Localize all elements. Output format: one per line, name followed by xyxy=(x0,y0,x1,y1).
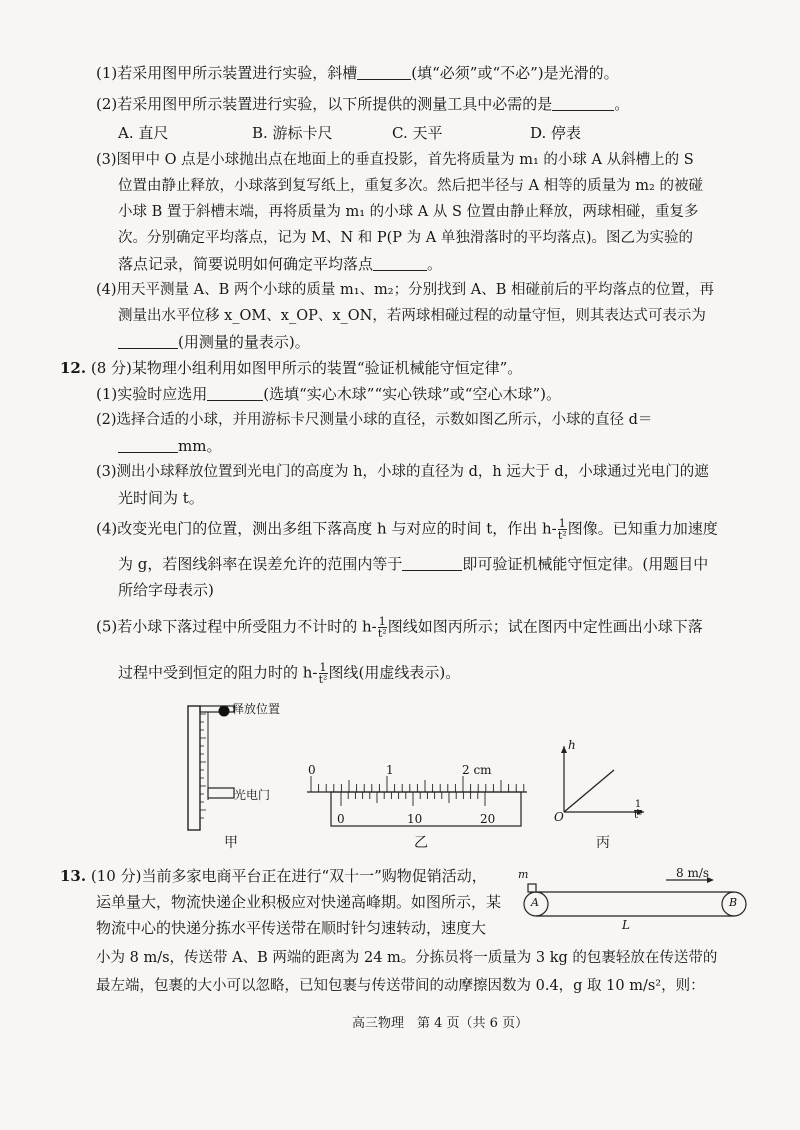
q13-line2: 运单量大，物流快递企业积极应对快递高峰期。如图所示，某 xyxy=(96,893,502,911)
q12-part5-line2-text-a: 过程中受到恒定的阻力时的 h- xyxy=(118,663,318,682)
answer-blank[interactable] xyxy=(373,254,427,271)
q12-part4-line2-text-b: 即可验证机械能守恒定律。(用题目中 xyxy=(462,555,709,573)
vernier-label-10: 10 xyxy=(407,812,423,826)
main-scale-label-0: 0 xyxy=(308,763,316,777)
q11-part1 xyxy=(96,63,619,83)
answer-blank[interactable] xyxy=(402,554,462,571)
ball xyxy=(219,706,230,717)
x-axis-label-num: 1 xyxy=(634,799,642,810)
vernier-label-0: 0 xyxy=(337,812,345,826)
q11-part2-text-b: 。 xyxy=(614,95,630,113)
q12-header-text: (8 分)某物理小组利用如图甲所示的装置“验证机械能守恒定律”。 xyxy=(90,359,523,377)
q13-line1-text: (10 分)当前多家电商平台正在进行“双十一”购物促销活动， xyxy=(90,867,487,885)
end-a-label: A xyxy=(531,896,539,909)
q11-part3-line5 xyxy=(118,254,442,274)
solid-line xyxy=(564,770,614,812)
answer-blank[interactable] xyxy=(207,384,263,401)
package xyxy=(528,884,536,892)
q11-part4-line3 xyxy=(118,332,310,352)
length-label: L xyxy=(622,918,630,932)
caption-bing: 丙 xyxy=(596,835,610,851)
label-release-position: 释放位置 xyxy=(232,702,281,716)
q11-part3-line1: (3)图甲中 O 点是小球抛出点在地面上的垂直投影，首先将质量为 m₁ 的小球 A 从斜槽上的 S xyxy=(96,152,694,168)
q12-part4-line2-text-a: 为 g，若图线斜率在误差允许的范围内等于 xyxy=(118,555,403,573)
q12-part5-line2 xyxy=(118,662,460,685)
q13-line4: 小为 8 m/s，传送带 A、B 两端的距离为 24 m。分拣员将一质量为 3 kg 的包裹轻放在传送带的 xyxy=(96,950,718,966)
q12-part4-line1 xyxy=(96,518,718,541)
speed-label: 8 m/s xyxy=(676,866,710,880)
page-footer: 高三物理 第 4 页（共 6 页） xyxy=(352,1016,529,1031)
q11-part4-line3-text: (用测量的量表示)。 xyxy=(178,333,310,351)
x-axis-label xyxy=(634,800,642,821)
mass-label: m xyxy=(518,868,529,881)
y-axis-arrow xyxy=(561,746,567,753)
q12-part5-line2-text-b: 图线(用虚线表示)。 xyxy=(328,663,461,682)
x-axis-label-den: t² xyxy=(634,810,643,821)
fraction-numerator: 1 xyxy=(558,517,566,530)
q12-part2-line1: (2)选择合适的小球，并用游标卡尺测量小球的直径，示数如图乙所示，小球的直径 d＝ xyxy=(96,412,653,428)
q11-part2-text: (2)若采用图甲所示装置进行实验，以下所提供的测量工具中必需的是 xyxy=(96,95,553,113)
q11-part3-line5-text-b: 。 xyxy=(427,255,443,273)
q11-part3-line3: 小球 B 置于斜槽末端，再将质量为 m₁ 的小球 A 从 S 位置由静止释放，两球相碰，重复多 xyxy=(118,204,699,220)
q12-part1-text: (1)实验时应选用 xyxy=(96,385,208,403)
q12-part5-text-a: (5)若小球下落过程中所受阻力不计时的 h- xyxy=(96,617,377,636)
fraction-numerator: 1 xyxy=(378,615,386,628)
q13-line3: 物流中心的快递分拣水平传送带在顺时针匀速转动，速度大 xyxy=(96,919,487,937)
figure-jia xyxy=(180,700,300,840)
q12-part4-line3: 所给字母表示) xyxy=(118,581,214,599)
q11-part3-line4: 次。分别确定平均落点，记为 M、N 和 P(P 为 A 单独滑落时的平均落点)。图乙为实验的 xyxy=(118,230,693,246)
main-scale-label-2: 2 cm xyxy=(462,763,492,777)
q11-part1-text-b: (填“必须”或“不必”)是光滑的。 xyxy=(411,64,619,82)
q11-part1-text: (1)若采用图甲所示装置进行实验，斜槽 xyxy=(96,64,358,82)
answer-blank[interactable] xyxy=(552,94,614,111)
origin-label: O xyxy=(554,810,564,824)
main-scale-label-1: 1 xyxy=(386,763,394,777)
figure-conveyor xyxy=(516,866,756,936)
q12-part1 xyxy=(96,384,561,404)
q12-part5-line1 xyxy=(96,616,703,639)
q11-part4-line1: (4)用天平测量 A、B 两个小球的质量 m₁、m₂；分别找到 A、B 相碰前后的平均落点的位置，再 xyxy=(96,282,714,298)
option-a: A. 直尺 xyxy=(118,124,169,142)
fraction-1-over-t2 xyxy=(378,616,387,639)
q12-part2-line2-text: mm。 xyxy=(178,437,222,455)
q11-part3-line2: 位置由静止释放，小球落到复写纸上，重复多次。然后把半径与 A 相等的质量为 m₂ 的被碰 xyxy=(118,178,703,194)
vernier-label-20: 20 xyxy=(480,812,496,826)
q12-part3-line1: (3)测出小球释放位置到光电门的高度为 h，小球的直径为 d，h 远大于 d，小球通过光电门的遮 xyxy=(96,464,709,480)
q13-line1 xyxy=(60,866,487,886)
fraction-denominator: t² xyxy=(318,673,328,686)
label-photogate: 光电门 xyxy=(234,788,271,802)
fraction-denominator: t² xyxy=(557,529,567,542)
answer-blank[interactable] xyxy=(357,63,411,80)
option-b: B. 游标卡尺 xyxy=(252,124,333,142)
caption-jia: 甲 xyxy=(224,835,238,851)
fraction-1-over-t2 xyxy=(319,662,328,685)
q12-part4-text-b: 图像。已知重力加速度 xyxy=(567,519,718,538)
q12-part3-line2: 光时间为 t。 xyxy=(118,489,204,507)
photogate xyxy=(208,788,234,798)
q11-part4-line2: 测量出水平位移 x_OM、x_OP、x_ON，若两球相碰过程的动量守恒，则其表达式可表示为 xyxy=(118,308,706,324)
q12-part5-text-b: 图线如图丙所示；试在图丙中定性画出小球下落 xyxy=(387,617,703,636)
caption-yi: 乙 xyxy=(414,835,428,851)
end-b-label: B xyxy=(729,896,738,909)
answer-blank[interactable] xyxy=(118,332,178,349)
stand-pole xyxy=(188,706,200,830)
question-number: 13. xyxy=(60,867,87,885)
q11-part2 xyxy=(96,94,629,114)
q12-part4-text-a: (4)改变光电门的位置，测出多组下落高度 h 与对应的时间 t，作出 h- xyxy=(96,519,557,538)
fraction-1-over-t2 xyxy=(558,518,567,541)
q12-part4-line2 xyxy=(118,554,708,574)
answer-blank[interactable] xyxy=(118,436,178,453)
y-axis-label: h xyxy=(568,738,576,752)
option-d: D. 停表 xyxy=(530,124,582,142)
fraction-denominator: t² xyxy=(377,627,387,640)
q11-part3-line5-text: 落点记录，简要说明如何确定平均落点 xyxy=(118,255,374,273)
q12-part2-line2 xyxy=(118,436,221,456)
q13-line5: 最左端，包裹的大小可以忽略，已知包裹与传送带间的动摩擦因数为 0.4，g 取 10 m/s²，则： xyxy=(96,978,705,994)
question-number: 12. xyxy=(60,359,87,377)
fraction-numerator: 1 xyxy=(319,661,327,674)
q12-header xyxy=(60,358,522,378)
q12-part1-text-b: (选填“实心木球”“实心铁球”或“空心木球”)。 xyxy=(263,385,561,403)
option-c: C. 天平 xyxy=(392,124,443,142)
